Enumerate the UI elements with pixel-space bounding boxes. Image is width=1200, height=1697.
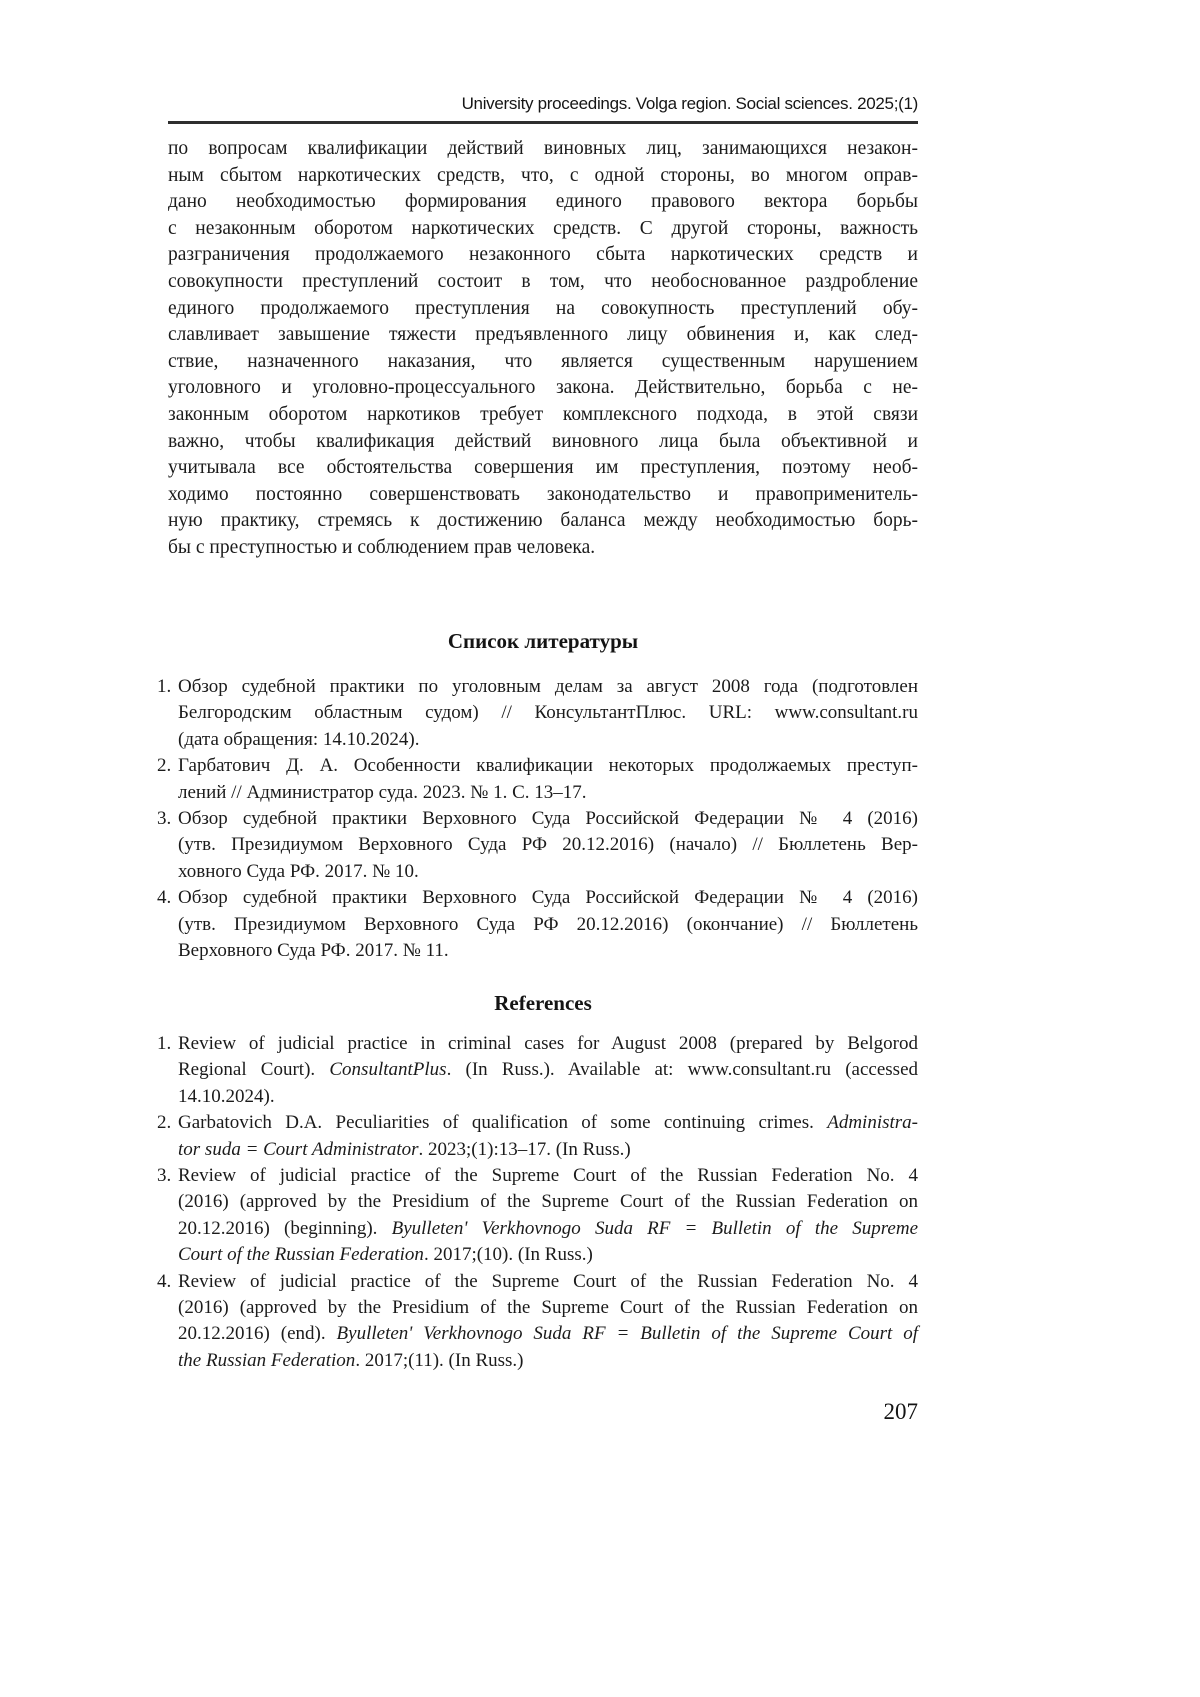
text-segment: (2016) (approved by the Presidium of the Supreme Court of the Russian Federation on	[178, 1191, 918, 1213]
reference-item	[157, 885, 918, 964]
text-line: уголовного и уголовно-процессуального закона. Действительно, борьба с не-	[168, 377, 918, 399]
text-segment: ховного Суда РФ. 2017. № 10.	[178, 860, 419, 882]
italic-text-segment: Administra-	[827, 1112, 918, 1134]
bibliography-list	[157, 674, 918, 964]
text-line	[178, 700, 918, 726]
text-line	[178, 806, 918, 832]
header-rule	[168, 121, 918, 124]
item-number: 1.	[157, 676, 172, 697]
text-line	[178, 938, 918, 964]
section-title-bibliography: Список литературы	[447, 629, 639, 653]
text-line	[178, 1269, 918, 1295]
text-segment: Белгородским областным судом) // КонсультантПлюс. URL: www.consultant.ru	[178, 702, 918, 724]
reference-item	[157, 1269, 918, 1375]
text-segment: . 2017;(11). (In Russ.)	[355, 1349, 524, 1371]
text-segment: Обзор судебной практики Верховного Суда Российской Федерации № 4 (2016)	[178, 887, 918, 909]
text-line	[178, 1057, 918, 1083]
italic-text-segment: Court of the Russian Federation	[178, 1244, 424, 1266]
text-segment: Regional Court).	[178, 1059, 330, 1081]
text-segment: Гарбатович Д. А. Особенности квалификации некоторых продолжаемых преступ-	[178, 755, 918, 777]
text-line	[178, 1321, 918, 1347]
text-line	[178, 780, 918, 806]
text-segment: (утв. Президиумом Верховного Суда РФ 20.12.2016) (начало) // Бюллетень Вер-	[178, 834, 918, 856]
item-number: 2.	[157, 755, 172, 777]
text-line: славливает завышение тяжести предъявленного лицу обвинения и, как след-	[168, 324, 918, 346]
journal-title-text: University proceedings. Volga region. Social sciences. 2025;(1)	[461, 94, 918, 113]
text-line: учитывала все обстоятельства совершения им преступления, поэтому необ-	[168, 457, 918, 479]
text-line	[178, 912, 918, 938]
item-number: 4.	[157, 887, 172, 909]
text-segment: (дата обращения: 14.10.2024).	[178, 728, 420, 750]
text-segment: Garbatovich D.A. Peculiarities of qualification of some continuing crimes.	[178, 1112, 828, 1134]
body-paragraph	[168, 136, 918, 562]
text-segment: 20.12.2016) (beginning).	[178, 1217, 392, 1239]
text-line	[178, 1295, 918, 1321]
text-line	[178, 1189, 918, 1215]
text-line: важно, чтобы квалификация действий виновного лица была объективной и	[168, 430, 918, 452]
text-line: с незаконным оборотом наркотических средств. С другой стороны, важность	[168, 217, 918, 239]
italic-text-segment: Byulleten' Verkhovnogo Suda RF = Bulletin of the Supreme	[391, 1217, 918, 1239]
text-line: по вопросам квалификации действий виновных лиц, занимающихся незакон-	[168, 138, 918, 159]
text-segment: 14.10.2024).	[178, 1085, 275, 1107]
text-line	[178, 1110, 918, 1136]
text-line	[178, 885, 918, 911]
reference-item	[157, 1163, 918, 1269]
reference-item	[157, 753, 918, 806]
reference-item	[157, 806, 918, 885]
text-line	[178, 674, 918, 700]
text-line	[178, 753, 918, 779]
text-line: бы с преступностью и соблюдением прав человека.	[168, 536, 596, 558]
text-segment: Review of judicial practice of the Supreme Court of the Russian Federation No. 4	[178, 1270, 918, 1292]
italic-text-segment: Byulleten' Verkhovnogo Suda RF = Bulletin of the Supreme Court of	[336, 1323, 918, 1345]
text-line: законным оборотом наркотиков требует комплексного подхода, в этой связи	[168, 403, 918, 425]
reference-item	[157, 1031, 919, 1110]
text-segment: Review of judicial practice of the Supreme Court of the Russian Federation No. 4	[178, 1165, 918, 1187]
item-number: 2.	[157, 1112, 172, 1134]
text-segment: Review of judicial practice in criminal cases for August 2008 (prepared by Belgorod	[178, 1033, 918, 1054]
item-number: 3.	[157, 1165, 172, 1187]
text-line	[178, 1137, 918, 1163]
text-line: дано необходимостью формирования единого правового вектора борьбы	[168, 191, 918, 213]
text-line	[178, 1031, 918, 1057]
italic-text-segment: the Russian Federation	[178, 1349, 356, 1371]
reference-item	[157, 674, 918, 753]
item-number: 4.	[157, 1270, 172, 1292]
text-line: разграничения продолжаемого незаконного сбыта наркотических средств и	[168, 244, 918, 266]
journal-header	[168, 93, 918, 124]
text-line	[178, 1163, 918, 1189]
reference-item	[157, 1110, 918, 1163]
text-segment: (2016) (approved by the Presidium of the Supreme Court of the Russian Federation on	[178, 1297, 918, 1319]
text-line: ным сбытом наркотических средств, что, с одной стороны, во многом оправ-	[168, 164, 918, 186]
text-line: совокупности преступлений состоит в том, что необоснованное раздробление	[168, 270, 918, 292]
text-segment: Обзор судебной практики по уголовным делам за август 2008 года (подготовлен	[178, 676, 918, 697]
text-line: ходимо постоянно совершенствовать законодательство и правоприменитель-	[168, 483, 918, 505]
text-line: единого продолжаемого преступления на совокупность преступлений обу-	[168, 297, 918, 319]
text-segment: (утв. Президиумом Верховного Суда РФ 20.12.2016) (окончание) // Бюллетень	[178, 913, 918, 935]
text-line	[178, 1348, 918, 1374]
page-number: 207	[883, 1399, 918, 1424]
text-segment: Обзор судебной практики Верховного Суда Российской Федерации № 4 (2016)	[178, 808, 918, 830]
text-line	[178, 1084, 918, 1110]
text-line	[178, 1216, 918, 1242]
text-segment: . 2023;(1):13–17. (In Russ.)	[418, 1138, 631, 1160]
section-title-references: References	[494, 991, 592, 1015]
item-number: 1.	[157, 1033, 172, 1054]
text-line	[178, 1242, 918, 1268]
text-line: ствие, назначенного наказания, что является существенным нарушением	[168, 350, 918, 372]
text-line	[178, 727, 918, 753]
text-segment: 20.12.2016) (end).	[178, 1323, 337, 1345]
text-line	[178, 859, 918, 885]
text-line: ную практику, стремясь к достижению баланса между необходимостью борь-	[168, 510, 918, 532]
references-list	[157, 1031, 919, 1374]
italic-text-segment: ConsultantPlus	[329, 1059, 447, 1081]
text-segment: лений // Администратор суда. 2023. № 1. С. 13–17.	[178, 781, 587, 803]
text-segment: . 2017;(10). (In Russ.)	[423, 1244, 593, 1266]
item-number: 3.	[157, 808, 172, 830]
text-line	[178, 832, 918, 858]
text-segment: . (In Russ.). Available at: www.consultant.ru (accessed	[446, 1059, 919, 1081]
italic-text-segment: tor suda = Court Administrator	[178, 1138, 419, 1160]
text-segment: Верховного Суда РФ. 2017. № 11.	[178, 940, 449, 962]
